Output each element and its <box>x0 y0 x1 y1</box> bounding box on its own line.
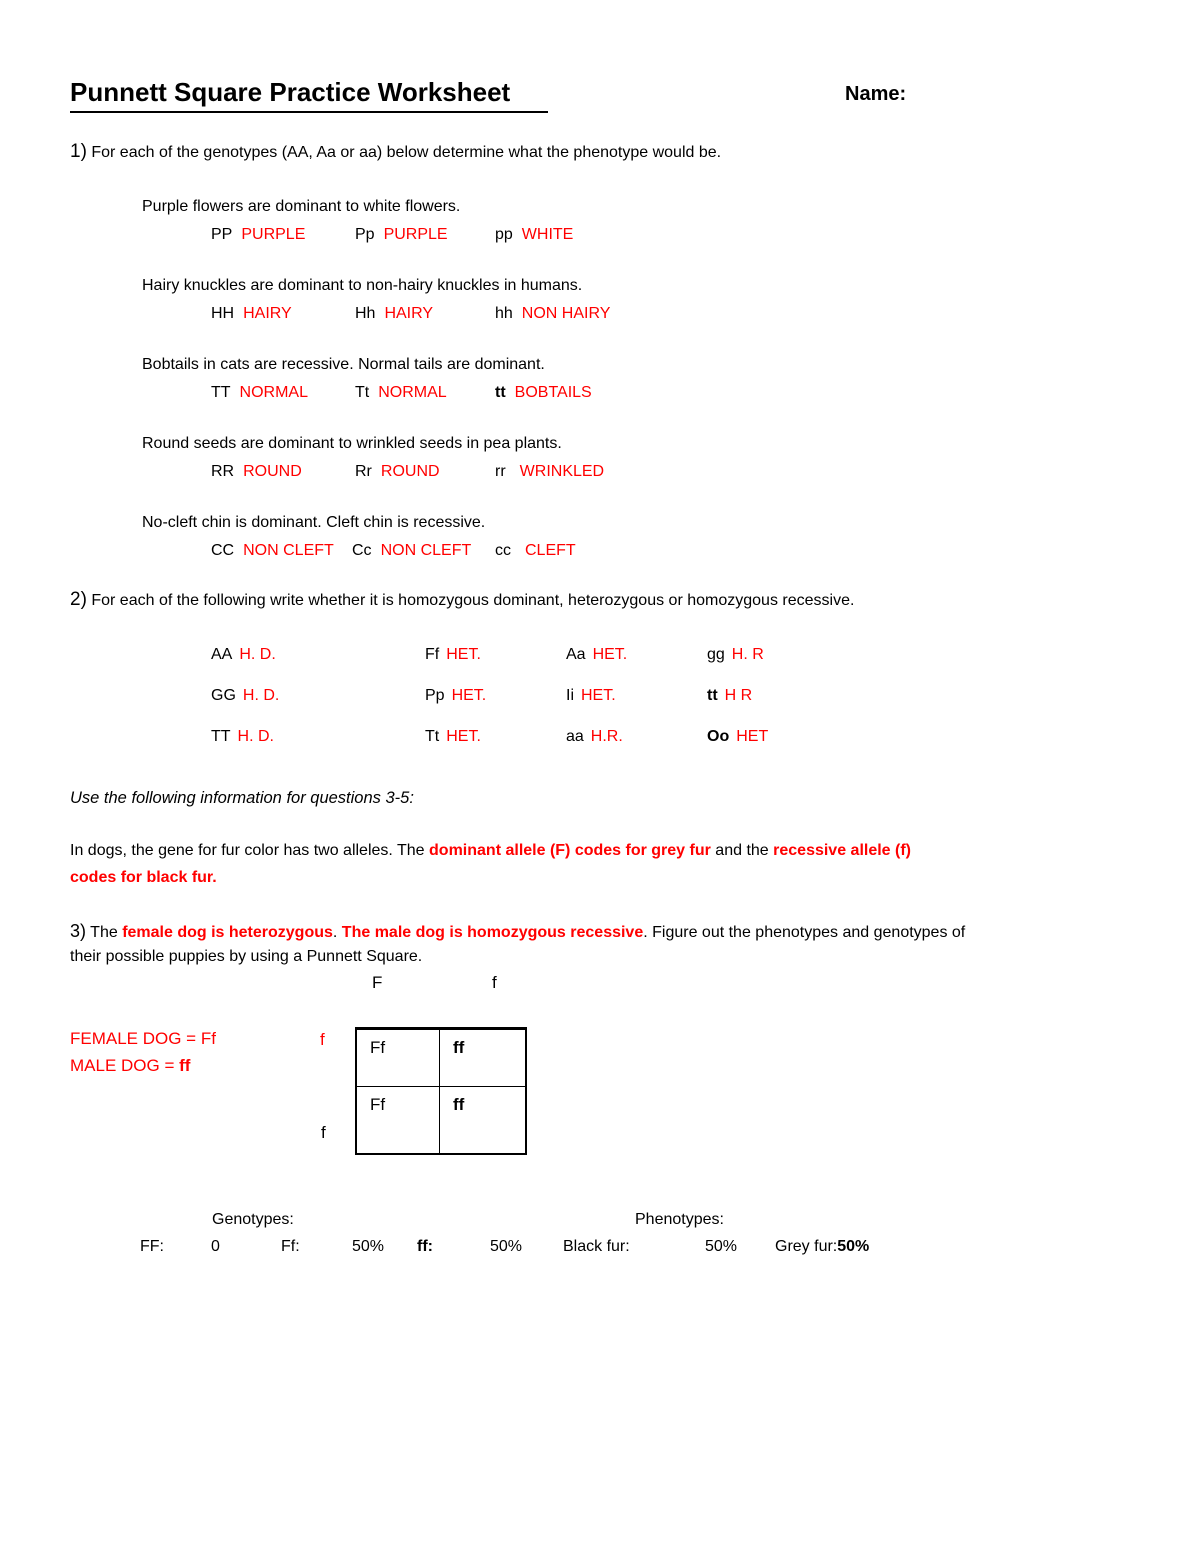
genotype-item: Aa HET. <box>566 646 628 663</box>
genotype-answer: Cc NON CLEFT <box>352 542 472 559</box>
answer-row-seeds <box>0 462 1200 484</box>
question-3-number: 3) <box>70 921 87 941</box>
genotype-answer: Hh HAIRY <box>355 305 434 322</box>
question-1 <box>70 140 721 164</box>
phenotype-answer: HAIRY <box>384 305 434 322</box>
classification-answer: H. D. <box>239 646 276 663</box>
punnett-cell: ff <box>453 1095 465 1114</box>
genotype-answer: Pp PURPLE <box>355 226 448 243</box>
genotype-item: Oo HET <box>707 728 769 745</box>
phenotype-answer: CLEFT <box>525 542 576 559</box>
male-dog-label: MALE DOG = ff <box>70 1056 191 1075</box>
result-label-ff: ff: <box>417 1238 433 1255</box>
result-value-ff: 50% <box>490 1238 523 1255</box>
classification-answer: HET. <box>592 646 628 663</box>
question-1-prompt: For each of the genotypes (AA, Aa or aa) below determine what the phenotype would be. <box>91 144 722 161</box>
phenotype-answer: WHITE <box>521 226 574 243</box>
phenotype-answer: ROUND <box>380 463 440 480</box>
classification-answer: H. D. <box>237 728 274 745</box>
red-answer-text: female dog is heterozygous <box>122 924 333 941</box>
info-paragraph-line1: In dogs, the gene for fur color has two alleles. The dominant allele (F) codes for grey fur and the recessive allele (f) <box>70 842 912 859</box>
punnett-cell: ff <box>440 1030 525 1087</box>
phenotype-answer: NON CLEFT <box>243 542 334 559</box>
genotype-answer: hh NON HAIRY <box>495 305 611 322</box>
genotype-item: AA H. D. <box>211 646 276 663</box>
genotype-answer: rr WRINKLED <box>495 463 605 480</box>
genotype-answer: tt BOBTAILS <box>495 384 592 401</box>
info-paragraph-line2 <box>70 868 217 888</box>
q2-grid-row <box>0 727 1200 749</box>
punnett-col-label-f: f <box>492 973 497 992</box>
red-answer-text: The male dog is homozygous recessive <box>341 924 644 941</box>
answer-row-bobtails <box>0 383 1200 405</box>
phenotype-answer: BOBTAILS <box>514 384 592 401</box>
genotype-answer: cc CLEFT <box>495 542 576 559</box>
classification-answer: HET. <box>451 687 487 704</box>
phenotype-answer: WRINKLED <box>519 463 605 480</box>
question-3-line2: their possible puppies by using a Punnett Square. <box>70 948 423 965</box>
punnett-cell: Ff <box>357 1030 440 1087</box>
name-label: Name: <box>845 83 907 105</box>
trait-statement-bobtails: Bobtails in cats are recessive. Normal tails are dominant. <box>142 356 545 373</box>
classification-answer: H. R <box>731 646 764 663</box>
trait-statement-knuckles: Hairy knuckles are dominant to non-hairy knuckles in humans. <box>142 277 583 294</box>
classification-answer: HET. <box>581 687 616 704</box>
genotype-answer: HH HAIRY <box>211 305 292 322</box>
phenotype-answer: HAIRY <box>243 305 292 322</box>
female-dog-label: FEMALE DOG = Ff <box>70 1029 216 1048</box>
result-value-Ff: 50% <box>352 1238 385 1255</box>
classification-answer: H.R. <box>590 728 623 745</box>
genotype-answer: PP PURPLE <box>211 226 306 243</box>
genotype-item: Ff HET. <box>425 646 481 663</box>
genotypes-label: Genotypes: <box>212 1211 294 1228</box>
phenotype-answer: NORMAL <box>239 384 308 401</box>
phenotype-answer: ROUND <box>243 463 302 480</box>
red-answer-text: codes for black fur. <box>70 869 217 886</box>
phenotype-answer: NON HAIRY <box>521 305 611 322</box>
trait-statement-chin: No-cleft chin is dominant. Cleft chin is recessive. <box>142 514 486 531</box>
q2-grid-row <box>0 645 1200 667</box>
q2-grid-row <box>0 686 1200 708</box>
result-label-black-fur: Black fur: <box>563 1238 630 1255</box>
answer-row-chin <box>0 541 1200 563</box>
genotype-item: gg H. R <box>707 646 764 663</box>
genotype-item: Pp HET. <box>425 687 487 704</box>
classification-answer: H R <box>724 687 753 704</box>
question-2 <box>70 588 854 612</box>
answer-row-flowers <box>0 225 1200 247</box>
red-answer-text: recessive allele (f) <box>773 842 912 859</box>
genotype-item: TT H. D. <box>211 728 274 745</box>
question-3-line1: 3) The female dog is heterozygous. The male dog is homozygous recessive. Figure out the phenotypes and genotypes of <box>70 921 966 941</box>
phenotype-answer: NON CLEFT <box>380 542 472 559</box>
trait-statement-seeds: Round seeds are dominant to wrinkled seeds in pea plants. <box>142 435 562 452</box>
page-title: Punnett Square Practice Worksheet <box>70 76 548 113</box>
genotype-item: tt H R <box>707 687 753 704</box>
result-label-Ff: Ff: <box>281 1238 300 1255</box>
punnett-square <box>355 1027 527 1155</box>
red-answer-text: dominant allele (F) codes for grey fur <box>429 842 711 859</box>
genotype-answer: RR ROUND <box>211 463 302 480</box>
info-note: Use the following information for questions 3-5: <box>70 789 414 807</box>
punnett-col-label-F: F <box>372 973 383 992</box>
genotype-item: GG H. D. <box>211 687 280 704</box>
classification-answer: HET. <box>446 646 481 663</box>
question-1-number: 1) <box>70 141 87 162</box>
punnett-row-label-top: f <box>320 1030 325 1049</box>
punnett-cell: Ff <box>357 1087 440 1153</box>
genotype-answer: Tt NORMAL <box>355 384 447 401</box>
genotype-answer: CC NON CLEFT <box>211 542 334 559</box>
question-2-prompt: For each of the following write whether it is homozygous dominant, heterozygous or homozygous recessive. <box>91 592 855 609</box>
genotype-item: aa H.R. <box>566 728 623 745</box>
phenotype-answer: PURPLE <box>241 226 306 243</box>
question-2-number: 2) <box>70 589 87 610</box>
classification-answer: HET <box>736 728 769 745</box>
result-value-FF: 0 <box>211 1238 220 1255</box>
result-grey-fur: Grey fur:50% <box>775 1238 870 1255</box>
genotype-answer: TT NORMAL <box>211 384 308 401</box>
genotype-answer: pp WHITE <box>495 226 574 243</box>
trait-statement-flowers: Purple flowers are dominant to white flowers. <box>142 198 461 215</box>
result-value-black-fur: 50% <box>705 1238 738 1255</box>
classification-answer: HET. <box>446 728 481 745</box>
genotype-answer: Rr ROUND <box>355 463 440 480</box>
phenotype-answer: PURPLE <box>383 226 448 243</box>
genotype-item: Tt HET. <box>425 728 481 745</box>
punnett-row-label-bottom: f <box>321 1123 326 1142</box>
answer-row-knuckles <box>0 304 1200 326</box>
classification-answer: H. D. <box>242 687 280 704</box>
phenotype-answer: NORMAL <box>378 384 447 401</box>
result-label-FF: FF: <box>140 1238 164 1255</box>
phenotypes-label: Phenotypes: <box>635 1211 724 1228</box>
genotype-item: Ii HET. <box>566 687 616 704</box>
